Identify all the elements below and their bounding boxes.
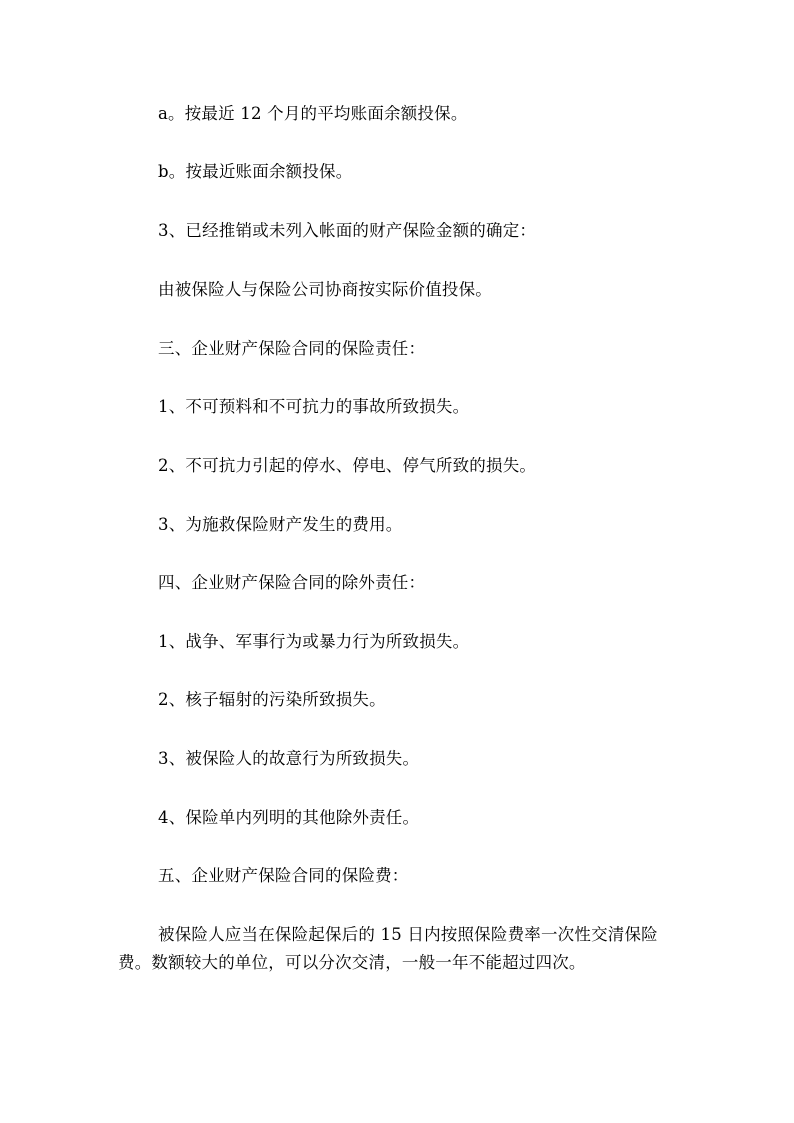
list-item-liability-3: 3、为施救保险财产发生的费用。 xyxy=(158,515,403,534)
section-heading-premium: 五、企业财产保险合同的保险费： xyxy=(158,866,409,885)
list-item-exclusion-1: 1、战争、军事行为或暴力行为所致损失。 xyxy=(158,632,470,651)
list-item-liability-2: 2、不可抗力引起的停水、停电、停气所致的损失。 xyxy=(158,456,537,475)
text-line-negotiation: 由被保险人与保险公司协商按实际价值投保。 xyxy=(158,280,492,299)
section-heading-exclusions: 四、企业财产保险合同的除外责任： xyxy=(158,573,426,592)
text-line-3-unlisted-property: 3、已经推销或未列入帐面的财产保险金额的确定： xyxy=(158,221,537,240)
section-heading-liability: 三、企业财产保险合同的保险责任： xyxy=(158,339,426,358)
premium-paragraph: 被保险人应当在保险起保后的 15 日内按照保险费率一次性交清保险费。数额较大的单位，可以分次交清，一般一年不能超过四次。 xyxy=(118,925,658,972)
list-item-liability-1: 1、不可预料和不可抗力的事故所致损失。 xyxy=(158,397,470,416)
list-item-exclusion-2: 2、核子辐射的污染所致损失。 xyxy=(158,690,386,709)
text-line-b: b。按最近账面余额投保。 xyxy=(158,162,353,181)
text-line-a: a。按最近 12 个月的平均账面余额投保。 xyxy=(158,104,468,123)
list-item-exclusion-4: 4、保险单内列明的其他除外责任。 xyxy=(158,808,420,827)
list-item-exclusion-3: 3、被保险人的故意行为所致损失。 xyxy=(158,749,420,768)
